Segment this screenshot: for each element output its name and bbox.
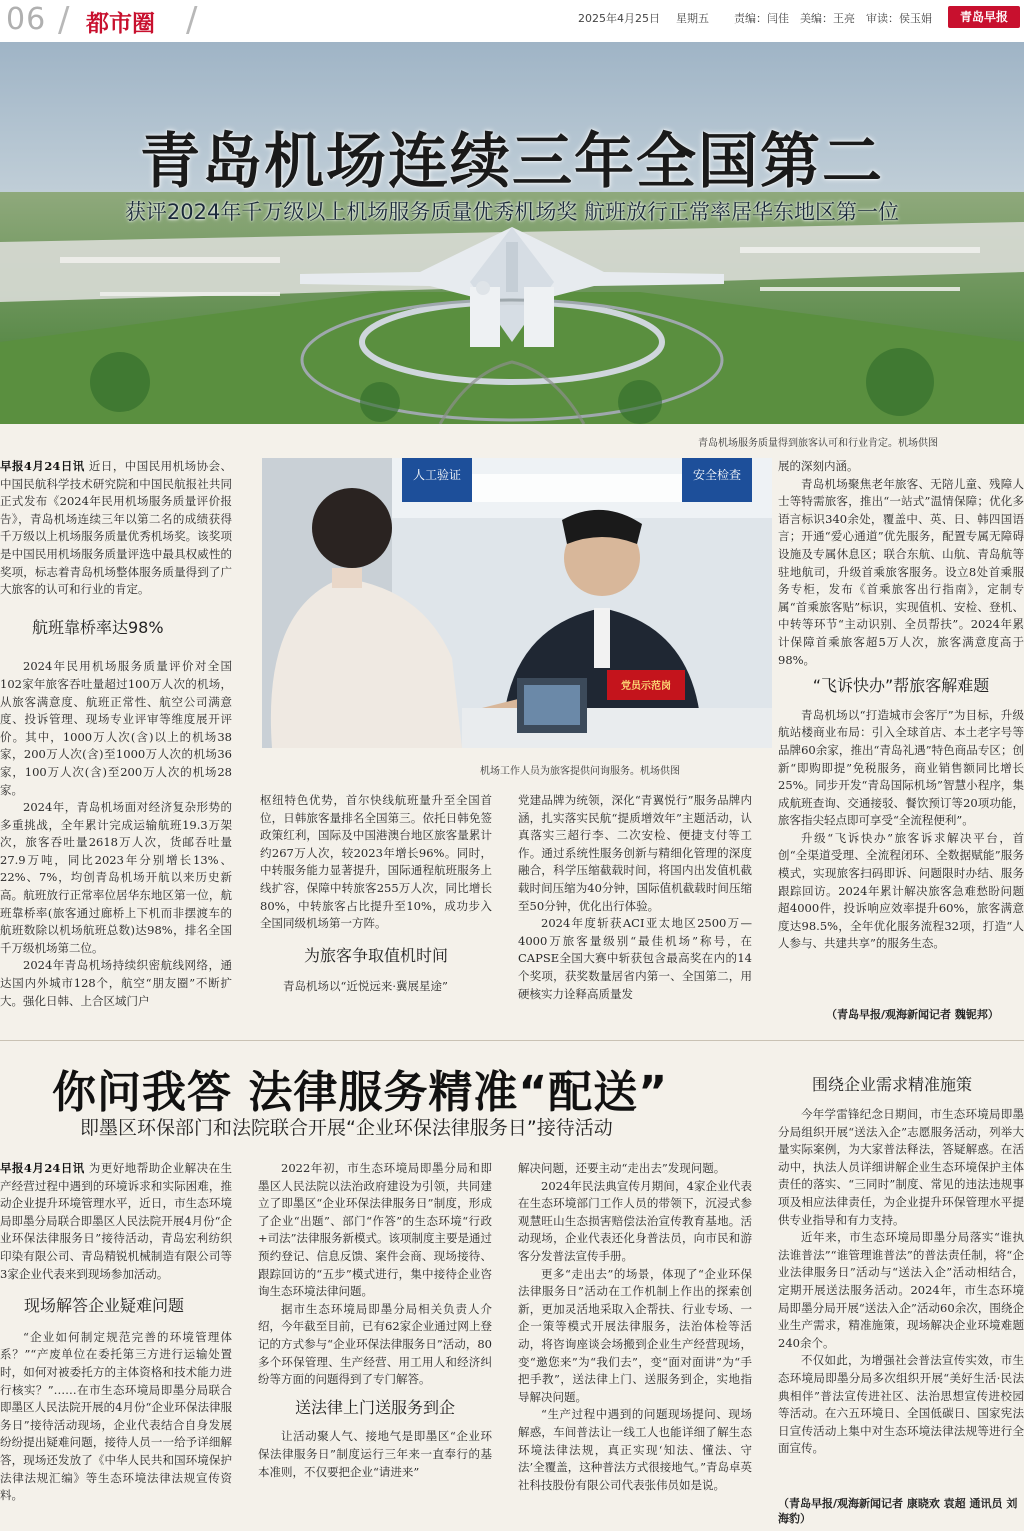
story2-byline: （青岛早报/观海新闻记者 康晓欢 袁超 通讯员 刘海豹） [778,1497,1018,1525]
headline-story1: 青岛机场连续三年全国第二 [140,127,884,197]
story1-column-4 [778,458,1024,1006]
id-check-sign: 人工验证 [412,468,461,482]
section-heading: 航班靠桥率达98% [32,617,164,637]
article-paragraph: 青岛机场聚焦老年旅客、无陪儿童、残障人士等特需旅客，推出“一站式”温情保障；优化多语言标识340余处，覆盖中、英、日、韩四国语言；开通“爱心通道”优先服务，配置专属无障碍设施及专属休息区；联合东航、山航、青岛航等驻地航司，升级首乘旅客服务。设立8处首乘服务专柜，发布《首乘旅客出行指南》，定制专属“首乘旅客贴”标识，实现值机、安检、登机、中转等环节“主动识别、全员帮扶”。2024年累计保障首乘旅客超5万人次，旅客满意度高于98%。 [778,476,1024,667]
proofreader-credit: 审读：侯玉娟 [866,12,932,25]
party-member-desk-sign: 党员示范岗 [621,681,671,692]
headline-story2: 你问我答 法律服务精准“配送” [52,1067,669,1118]
airport-aerial-illustration [0,42,1024,424]
section-heading: 为旅客争取值机时间 [303,945,448,965]
article-paragraph: 升级“飞诉快办”旅客诉求解决平台，首创“全渠道受理、全流程闭环、全数据赋能”服务模式，实现旅客扫码即诉、问题限时办结、服务跟踪回访。2024年累计解决旅客急难愁盼问题超4000件，投诉响应效率提升60%，旅客满意度达98.5%，全年优化服务流程32项，打造“人人参与、共建共享”的服务生态。 [778,830,1024,951]
article-paragraph: 2024年青岛机场持续织密航线网络，通达国内外城市128个，航空“朋友圈”不断扩大。强化日韩、上合区域门户 [0,958,232,1008]
article-paragraph: 解决问题，还要主动“走出去”发现问题。 [518,1161,726,1175]
article-paragraph: 近年来，市生态环境局即墨分局落实“谁执法谁普法”“谁管理谁普法”的普法责任制，将“企业法律服务日”活动与“送法入企”活动相结合，定期开展送法服务活动。2024年，市生态环境局即墨分局开展“送法入企”活动60余次，围绕企业生产需求，精准施策，现场解决企业环境难题240余个。 [778,1230,1024,1350]
story-divider [0,1040,1024,1041]
article-paragraph: 据市生态环境局即墨分局相关负责人介绍，今年截至目前，已有62家企业通过网上登记的方式参与“企业环保法律服务日”活动，80多个环保管理、生产经营、用工用人和经济纠纷等方面的问题得到了专门解答。 [258,1301,492,1387]
story2-column-3 [518,1160,752,1531]
header-divider: / [186,0,198,40]
photo-caption: 机场工作人员为旅客提供问询服务。机场供图 [480,766,680,777]
article-paragraph: 不仅如此，为增强社会普法宣传实效，市生态环境局即墨分局多次组织开展“美好生活·民法典相伴”普法宣传进社区、法治思想宣传进校园等活动。在六五环境日、全国低碳日、国家宪法日宣传活动上集中对生态环境法律法规等进行全面宣传。 [778,1353,1024,1456]
dateline: 早报4月24日讯 [0,1161,85,1175]
article-paragraph: 党建品牌为统领，深化“青翼悦行”服务品牌内涵，扎实落实民航“提质增效年”主题活动，认真落实三超行李、二次安检、便捷支付等工作。通过系统性服务创新与精细化管理的深度融合，科学压缩截载时间，将国内出发值机截载时间压缩为40分钟，国际值机截载时间压缩至50分钟，优化出行体验。 [518,793,752,913]
subheadline-story1: 获评2024年千万级以上机场服务质量优秀机场奖 航班放行正常率居华东地区第一位 [124,200,900,224]
story2-intro-paragraph: 早报4月24日讯 为更好地帮助企业解决在生产经营过程中遇到的环境诉求和实际困难，推动企业提升环境管理水平，近日，市生态环境局即墨分局联合即墨区人民法院开展4月份“企业环保法律服务日”接待活动，青岛宏利纺织印染有限公司、青岛精锐机械制造有限公司等3家企业代表来到现场参加活动。 [0,1161,232,1281]
designer-credit: 美编：王亮 [800,12,855,25]
section-heading: 送法律上门送服务到企 [294,1397,455,1417]
section-heading: “飞诉快办”帮旅客解难题 [812,676,990,696]
story2-column-4 [778,1106,1024,1496]
section-heading: 围绕企业需求精准施策 [812,1075,973,1094]
article-paragraph: 2024年度斩获ACI亚太地区2500万—4000万旅客量级别“最佳机场”称号，在CAPSE全国大赛中斩获包含最高奖在内的14个奖项，获奖数量居省内第一、全国第二，用硬核实力诠释高质量发 [518,916,752,1001]
section-heading: 现场解答企业疑难问题 [24,1296,185,1316]
dateline: 早报4月24日讯 [0,459,85,473]
story2-column-2 [258,1160,492,1531]
header-divider: / [58,0,70,40]
story1-column-2 [260,792,492,1024]
article-paragraph: “企业如何制定规范完善的环境管理体系？”“产废单位在委托第三方进行运输处置时，如何对被委托方的主体资格和技术能力进行核实？”……在市生态环境局即墨分局联合即墨区人民法院开展的4月份“企业环保法律服务日”接待活动现场，企业代表结合自身发展纷纷提出疑难问题，接待人员一一给予详细解答，现场还发放了《中华人民共和国环境保护法律法规汇编》等生态环境法律法规宣传资料。 [0,1329,232,1503]
article-paragraph: “生产过程中遇到的问题现场提问、现场解惑，车间普法让一线工人也能详细了解生态环境法律法规，真正实现‘知法、懂法、守法’全覆盖，这种普法方式很接地气。”青岛卓英社科技股份有限公司代表张伟员如是说。 [518,1407,752,1492]
service-desk-photo [262,458,772,748]
hero-caption: 青岛机场服务质量得到旅客认可和行业肯定。机场供图 [698,438,938,449]
service-desk-illustration [262,458,772,748]
article-paragraph: 青岛机场以“打造城市会客厅”为目标，升级航站楼商业布局：引入全球首店、本土老字号等品牌60余家，推出“青岛礼遇”特色商品专区；创新“即购即提”免税服务，商业销售额同比增长25%。同步开发“青岛国际机场”智慧小程序，集成航班查询、交通接驳、餐饮预订等20项功能，旅客指尖轻点即可享受“全流程便利”。 [778,707,1024,828]
issue-date: 2025年4月25日 [578,12,660,25]
article-paragraph: 2024年，青岛机场面对经济复杂形势的多重挑战，全年累计完成运输航班19.3万架次，旅客吞吐量2618万人次，货邮吞吐量27.9万吨，同比2023年分别增长13%、22%、7%，均创青岛机场开航以来历史新高。航班放行正常率位居华东地区第一位，航班靠桥率(旅客通过廊桥上下机而非摆渡车的航班数除以机场航班总数)达98%，排名全国千万级机场第二位。 [0,800,232,955]
article-paragraph: 2022年初，市生态环境局即墨分局和即墨区人民法院以法治政府建设为引领，共同建立了即墨区“企业环保法律服务日”制度，形成了企业“出题”、部门“作答”的生态环境“行政+司法”法律服务新模式。该项制度主要是通过预约登记、信息反馈、案件会商、现场接待、跟踪回访的“五步”模式进行，集中接待企业咨询生态环境法律问题。 [258,1161,492,1299]
subheadline-story2: 即墨区环保部门和法院联合开展“企业环保法律服务日”接待活动 [80,1117,613,1139]
newspaper-logo: 青岛早报 [948,6,1020,28]
section-name: 都市圈 [86,11,155,37]
article-paragraph: 2024年民用机场服务质量评价对全国102家年旅客吞吐量超过100万人次的机场，从旅客满意度、航班正常性、航空公司满意度、投诉管理、现场专业评审等维度展开评价。其中，1000万人次(含)以上的机场38家，200万人次(含)至1000万人次的机场36家，100万人次(含)至200万人次的机场28家。 [0,659,232,797]
page-header [0,0,1024,42]
article-paragraph: 展的深刻内涵。 [778,459,859,473]
hero-photo [0,42,1024,424]
security-check-sign: 安全检查 [692,468,741,482]
article-paragraph: 青岛机场以“近悦远来·冀展星途” [283,979,448,994]
story1-intro-paragraph: 早报4月24日讯 近日，中国民用机场协会、中国民航科学技术研究院和中国民航报社共同正式发布《2024年民用机场服务质量评价报告》，青岛机场连续三年以第二名的成绩获得千万级以上机场服务质量优秀机场奖。该奖项是中国民用机场服务质量评选中最具权威性的奖项，标志着青岛机场整体服务质量得到了广大旅客的认可和行业的肯定。 [0,459,232,597]
article-paragraph: 枢纽特色优势，首尔快线航班量升至全国首位，日韩旅客量排名全国第三。依托日韩免签政策红利，国际及中国港澳台地区旅客量累计约267万人次，较2023年增长96%。同时，中转服务能力显著提升，国际通程航班服务上线扩容，保障中转旅客255万人次，同比增长80%，中转旅客占比提升至10%，成功步入全国同级机场第一方阵。 [260,793,492,931]
story1-column-1 [0,458,232,1038]
issue-weekday: 星期五 [676,12,709,25]
article-paragraph: 2024年民法典宣传月期间，4家企业代表在生态环境部门工作人员的带领下，沉浸式参观慧旺山生态损害赔偿法治宣传教育基地。活动现场，企业代表还化身普法员，向市民和游客分发普法宣传手册。 [518,1178,752,1263]
page-number: 06 [6,2,47,37]
story1-byline: （青岛早报/观海新闻记者 魏铌邦） [826,1008,999,1021]
article-paragraph: 让活动聚人气、接地气是即墨区“企业环保法律服务日”制度运行三年来一直奉行的基本准则，不仅要把企业“请进来” [258,1429,492,1479]
story1-column-3 [518,792,752,1024]
article-paragraph: 更多“走出去”的场景，体现了“企业环保法律服务日”活动在工作机制上作出的探索创新，更加灵活地采取入企帮扶、行业专场、一企一策等模式开展法律服务，法治体检等活动，将咨询座谈会场搬到企业生产经营现场，变“邀您来”为“我们去”，变“面对面讲”为“手把手教”，送法律上门、送服务到企，实地指导解决问题。 [518,1266,752,1404]
article-paragraph: 今年学雷锋纪念日期间，市生态环境局即墨分局组织开展“送法入企”志愿服务活动，列举大量实际案例，为大家普法释法，答疑解惑。在活动中，执法人员详细讲解企业生态环境保护主体责任的落实、“三同时”制度、常见的违法违规事项及相应法律责任，为企业提升环保管理水平提供专业指导和有力支持。 [778,1107,1024,1227]
story2-column-1 [0,1160,232,1531]
editor-credit: 责编：闫佳 [734,12,789,25]
